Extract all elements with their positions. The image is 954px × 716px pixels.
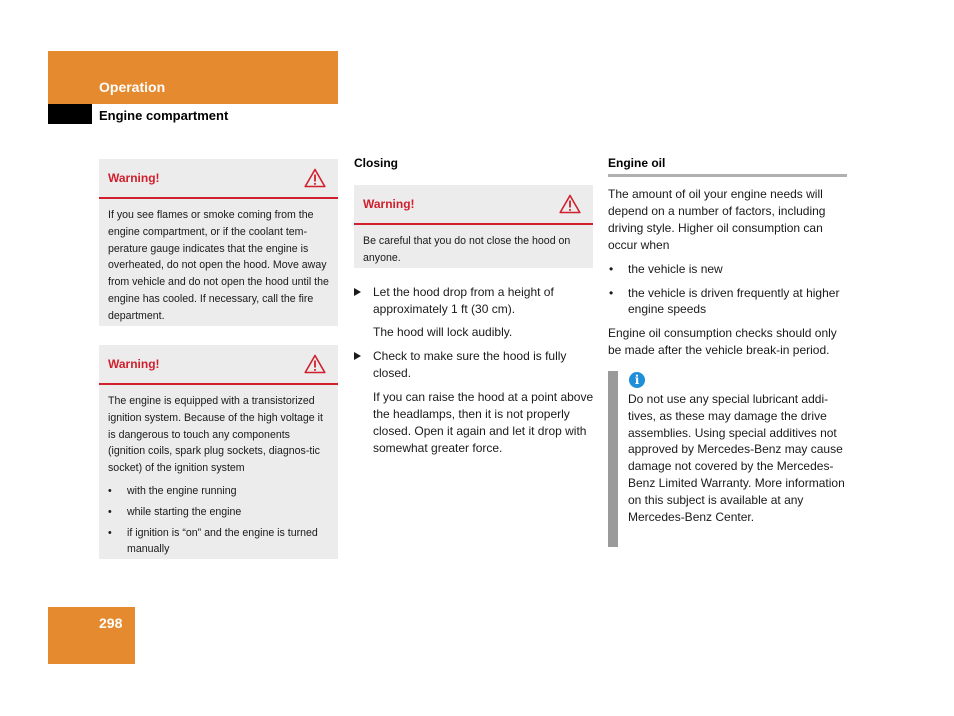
warning-box-ignition <box>99 345 338 559</box>
warning-triangle-icon <box>559 194 581 214</box>
step-arrow-icon <box>354 288 361 296</box>
warning-box-fire <box>99 159 338 326</box>
note-lock-audibly: The hood will lock audibly. <box>373 325 513 339</box>
heading-rule <box>608 174 847 177</box>
oil-consumption-list <box>608 261 848 325</box>
warning-triangle-icon <box>304 354 326 374</box>
info-sidebar <box>608 371 618 547</box>
section-title: Operation <box>99 79 166 95</box>
warning-box-closing <box>354 185 593 268</box>
engine-oil-intro: The amount of oil your engine needs will depend on a number of factors, including driving style. Higher oil consumption can occur when <box>608 187 826 252</box>
engine-oil-heading: Engine oil <box>608 156 666 170</box>
warning-triangle-icon <box>304 168 326 188</box>
info-text: Do not use any special lubricant addi-tives, as these may damage the drive assemblies. Using special additives not approved by Mercedes-Benz may cause damage not covered by the Mercedes-Benz Limited Warranty. More information on this subject is available at any Mercedes-Benz Center. <box>628 392 845 524</box>
list-item: • the vehicle is driven frequently at higher engine speeds <box>608 285 848 317</box>
warning-label: Warning! <box>108 171 160 185</box>
closing-heading: Closing <box>354 156 398 170</box>
warning-header <box>99 345 338 385</box>
page-number: 298 <box>99 615 123 631</box>
warning-text: The engine is equipped with a transistorized ignition system. Because of the high voltage it is dangerous to touch any components (ignition coils, spark plug sockets, diagnos-tic socket) of the ignition system <box>108 395 323 475</box>
warning-label: Warning! <box>108 357 160 371</box>
subsection-marker <box>48 104 92 124</box>
subsection-title: Engine compartment <box>99 108 229 123</box>
list-item: • if ignition is “on” and the engine is turned manually <box>108 525 329 559</box>
warning-body <box>99 385 338 570</box>
engine-oil-checks: Engine oil consumption checks should only be made after the vehicle break-in period. <box>608 326 837 357</box>
warning-list <box>108 483 329 558</box>
warning-text: Be careful that you do not close the hood on anyone. <box>363 235 571 264</box>
info-icon: i <box>629 372 645 388</box>
list-item: • with the engine running <box>108 483 329 500</box>
step-text: Check to make sure the hood is fully closed. <box>373 349 567 380</box>
warning-text: If you see flames or smoke coming from the engine compartment, or if the coolant tem-perature gauge indicates that the engine is overheated, do not open the hood. Move away from vehicle and do not open the hood until the engine has cooled. If necessary, call the fire department. <box>108 209 329 322</box>
step-arrow-icon <box>354 352 361 360</box>
list-item: • the vehicle is new <box>608 261 848 277</box>
step-text: Let the hood drop from a height of approximately 1 ft (30 cm). <box>373 285 554 316</box>
warning-header <box>354 185 593 225</box>
header-bar <box>48 51 338 104</box>
list-item: • while starting the engine <box>108 504 329 521</box>
warning-label: Warning! <box>363 197 415 211</box>
note-raise-hood: If you can raise the hood at a point above the headlamps, then it is not properly closed. Open it again and let it drop with somewhat greater force. <box>373 390 594 455</box>
warning-header <box>99 159 338 199</box>
step-drop-hood <box>373 284 583 318</box>
step-check-closed <box>373 348 588 382</box>
